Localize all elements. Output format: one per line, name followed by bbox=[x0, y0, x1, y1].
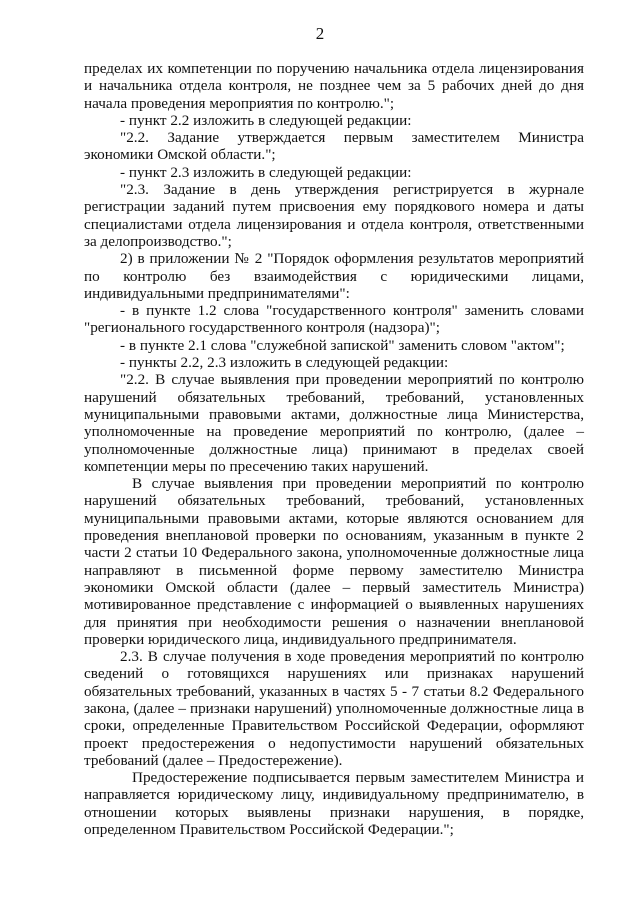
paragraph: - пункт 2.2 изложить в следующей редакции: bbox=[120, 111, 412, 129]
paragraph: - пункты 2.2, 2.3 изложить в следующей редакции: bbox=[120, 354, 449, 372]
paragraph: Предостережение подписывается первым заместителем Министра и направляется юридическому лицу, индивидуальному предпринимателю, в отношении которых выявлены признаки нарушения, в порядке, определенном Правительством Российской Федерации."; bbox=[84, 769, 584, 839]
paragraph: "2.2. В случае выявления при проведении мероприятий по контролю нарушений обязательных требований, требований, установленных муниципальными правовыми актами, должностные лица Министерства, уполномоченные на проведение мероприятий по контролю, (далее – уполномоченные должностные лица) принимают в пределах своей компетенции меры по пресечению таких нарушений. bbox=[84, 371, 584, 475]
paragraph: В случае выявления при проведении мероприятий по контролю нарушений обязательных требований, требований, установленных муниципальными правовыми актами, которые являются основанием для проведения внеплановой проверки по основаниям, указанным в пункте 2 части 2 статьи 10 Федерального закона, уполномоченные должностные лица направляют в письменной форме первому заместителю Министра экономики Омской области (далее – первый заместитель Министра) мотивированное представление с информацией о выявленных нарушениях для принятия при необходимости решения о назначении внеплановой проверки юридического лица, индивидуального предпринимателя. bbox=[84, 475, 584, 648]
paragraph: "2.3. Задание в день утверждения регистрируется в журнале регистрации заданий путем присвоения ему порядкового номера и даты специалистами отдела лицензирования и отдела контроля, ответственными за делопроизводство."; bbox=[84, 181, 584, 250]
paragraph: - пункт 2.3 изложить в следующей редакции: bbox=[120, 163, 412, 181]
paragraph: - в пункте 2.1 слова "служебной запиской" заменить словом "актом"; bbox=[120, 336, 565, 354]
paragraph: - в пункте 1.2 слова "государственного контроля" заменить словами "регионального государственного контроля (надзора)"; bbox=[84, 302, 584, 337]
page-number: 2 bbox=[315, 24, 325, 43]
document-body bbox=[84, 60, 584, 838]
paragraph: пределах их компетенции по поручению начальника отдела лицензирования и начальника отдела контроля, не позднее чем за 5 рабочих дней до дня начала проведения мероприятия по контролю."; bbox=[84, 60, 584, 112]
paragraph: 2) в приложении № 2 "Порядок оформления результатов мероприятий по контролю без взаимодействия с юридическими лицами, индивидуальными предпринимателями": bbox=[84, 250, 584, 302]
paragraph: 2.3. В случае получения в ходе проведения мероприятий по контролю сведений о готовящихся нарушениях или признаках нарушений обязательных требований, указанных в частях 5 - 7 статьи 8.2 Федерального закона, (далее – признаки нарушений) уполномоченные должностные лица в сроки, определенные Правительством Российской Федерации, оформляют проект предостережения о недопустимости нарушений обязательных требований (далее – Предостережение). bbox=[84, 648, 584, 769]
paragraph: "2.2. Задание утверждается первым заместителем Министра экономики Омской области."; bbox=[84, 129, 584, 164]
